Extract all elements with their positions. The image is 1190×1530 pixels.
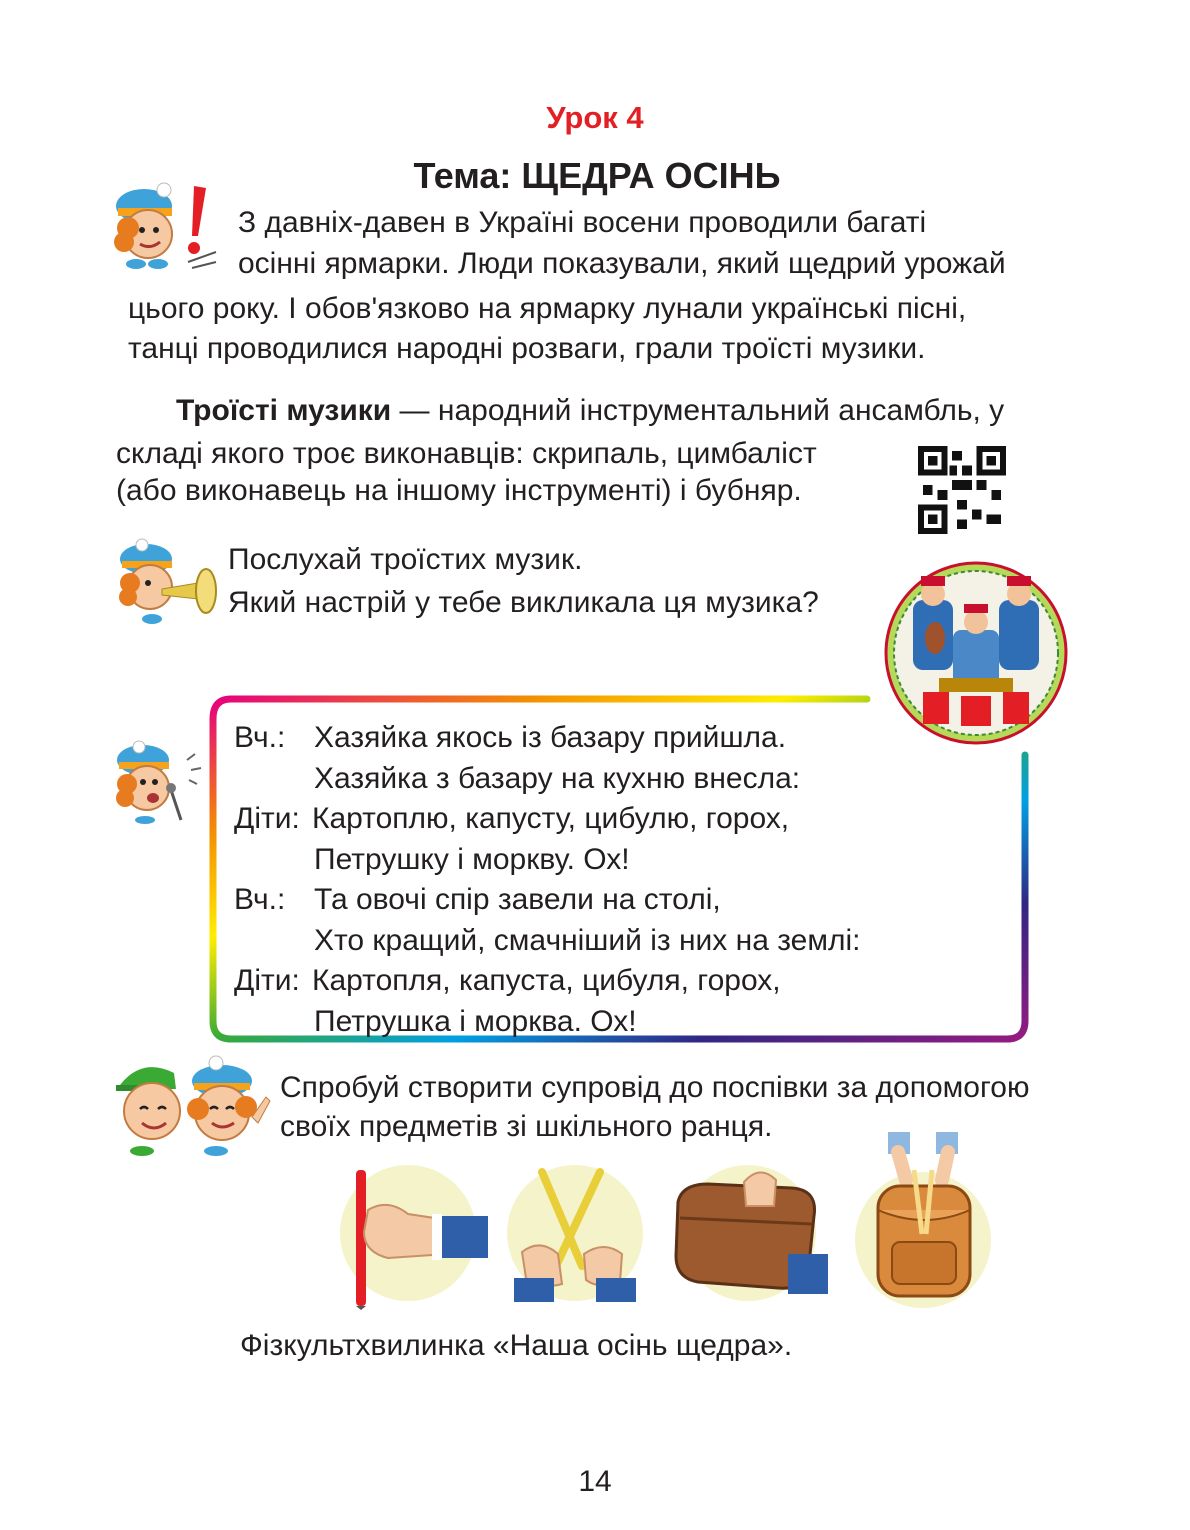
intro-line-3: цього року. І обов'язково на ярмарку лунали українські пісні, xyxy=(128,292,967,325)
definition-line-2: складі якого троє виконавців: скрипаль, цимбаліст xyxy=(116,437,817,470)
page-number: 14 xyxy=(578,1465,612,1498)
song-text: Хто кращий, смачніший із них на землі: xyxy=(314,923,861,957)
definition-term: Троїсті музики xyxy=(176,394,392,427)
song-text: Картопля, капуста, цибуля, горох, xyxy=(312,964,781,997)
backpack-hand-icon xyxy=(848,1130,998,1310)
song-text: Картоплю, капусту, цибулю, горох, xyxy=(312,802,790,835)
trumpet-kid-icon xyxy=(112,537,222,625)
song-row xyxy=(234,759,801,800)
pen-hand-icon xyxy=(328,1158,488,1308)
song-speaker: Діти: xyxy=(234,964,300,997)
song-text: Петрушку і моркву. Ох! xyxy=(314,842,630,876)
listen-line-2: Який настрій у тебе викликала ця музика? xyxy=(228,586,819,619)
exercise-caption: Фізкультхвилинка «Наша осінь щедра». xyxy=(240,1329,793,1362)
song-row xyxy=(234,880,721,921)
intro-line-2: осінні ярмарки. Люди показували, який щедрий урожай xyxy=(238,247,1006,280)
definition-rest: — народний інструментальний ансамбль, у xyxy=(391,394,1005,427)
song-speaker: Вч.: xyxy=(234,883,286,916)
task-line-2: своїх предметів зі шкільного ранця. xyxy=(280,1110,773,1143)
song-row xyxy=(234,840,630,881)
song-speaker: Діти: xyxy=(234,802,300,835)
song-row xyxy=(234,1002,637,1043)
definition-line-1 xyxy=(176,392,1004,430)
song-text: Петрушка і морква. Ох! xyxy=(314,1004,637,1038)
song-speaker: Вч.: xyxy=(234,721,286,754)
song-lyrics xyxy=(234,718,861,1042)
song-row xyxy=(234,961,781,1002)
qr-code-icon[interactable] xyxy=(917,446,1007,534)
exclamation-kid-icon xyxy=(108,178,220,273)
song-row xyxy=(234,799,790,840)
listen-line-1: Послухай троїстих музик. xyxy=(228,543,583,576)
song-text: Хазяйка якось із базару прийшла. xyxy=(314,721,787,754)
song-row xyxy=(234,921,861,962)
two-kids-icon xyxy=(112,1055,272,1157)
intro-line-4: танці проводилися народні розваги, грали троїсті музики. xyxy=(128,332,926,365)
pencils-hand-icon xyxy=(500,1158,650,1308)
song-text: Та овочі спір завели на столі, xyxy=(314,883,721,916)
pencil-case-hand-icon xyxy=(668,1158,828,1308)
musicians-plate-icon xyxy=(883,560,1069,746)
definition-line-3: (або виконавець на іншому інструменті) і бубняр. xyxy=(116,474,802,507)
intro-line-1: З давніх-давен в Україні восени проводили багаті xyxy=(238,206,927,239)
singing-kid-icon xyxy=(109,740,211,825)
topic-title: Тема: ЩЕДРА ОСІНЬ xyxy=(413,155,781,196)
song-text: Хазяйка з базару на кухню внесла: xyxy=(314,761,801,795)
task-line-1: Спробуй створити супровід до поспівки за допомогою xyxy=(280,1071,1030,1104)
song-row xyxy=(234,718,787,759)
lesson-label: Урок 4 xyxy=(546,100,644,135)
